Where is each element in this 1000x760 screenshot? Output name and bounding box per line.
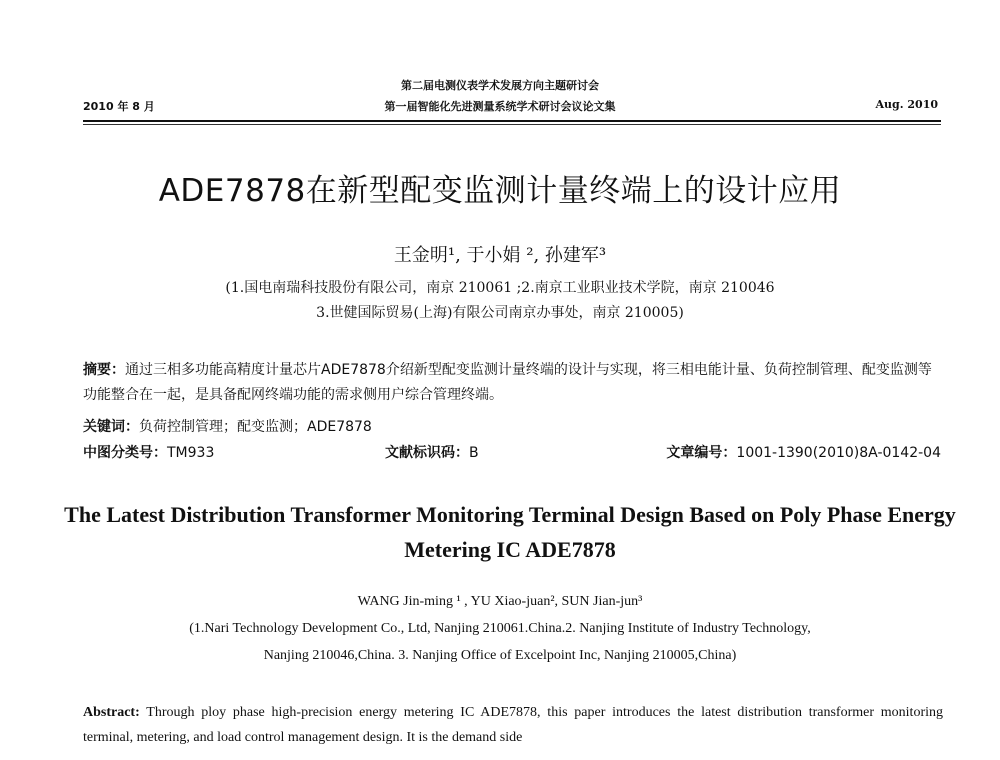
paper-title-cn: ADE7878在新型配变监测计量终端上的设计应用 bbox=[158, 173, 842, 209]
abstract-cn-text: 通过三相多功能高精度计量芯片ADE7878介绍新型配变监测计量终端的设计与实现，将三相电能计量、负荷控制管理、配变监测等功能整合在一起，是具备配网终端功能的需求侧用户综合管理终端。 bbox=[83, 362, 932, 403]
abstract-en-label: Abstract: bbox=[83, 705, 140, 720]
clc-value: TM933 bbox=[167, 445, 215, 461]
keywords-cn-label: 关键词： bbox=[83, 419, 139, 435]
article-no-label: 文章编号： bbox=[666, 445, 737, 461]
authors-cn: 王金明¹, 于小娟 ², 孙建军³ bbox=[393, 245, 607, 266]
clc-label: 中图分类号： bbox=[83, 445, 167, 461]
keywords-cn bbox=[83, 416, 372, 436]
affiliation-en-line1: (1.Nari Technology Development Co., Ltd, Nanjing 210061.China.2. Nanjing Institute of Industry Technology, bbox=[189, 621, 811, 636]
header-conference-line1: 第二届电测仪表学术发展方向主题研讨会 bbox=[401, 79, 599, 92]
article-no-value: 1001-1390(2010)8A-0142-04 bbox=[736, 445, 941, 461]
abstract-en-text: Through ploy phase high-precision energy metering IC ADE7878, this paper introduces the latest distribution transformer monitoring terminal, metering, and load control management design. It is the demand side bbox=[83, 705, 943, 745]
article-number bbox=[666, 442, 941, 462]
header-rule-thin bbox=[83, 124, 941, 125]
header-conference-line2: 第一届智能化先进测量系统学术研讨会议论文集 bbox=[384, 100, 616, 113]
doc-code-label: 文献标识码： bbox=[385, 445, 469, 461]
abstract-en bbox=[83, 700, 943, 750]
affiliation-en-line2: Nanjing 210046,China. 3. Nanjing Office of Excelpoint Inc, Nanjing 210005,China) bbox=[263, 648, 737, 663]
affiliation-cn-line1: (1.国电南瑞科技股份有限公司，南京 210061 ;2.南京工业职业技术学院，南京 210046 bbox=[225, 280, 775, 296]
paper-title-en: The Latest Distribution Transformer Monitoring Terminal Design Based on Poly Phase Energy Metering IC ADE7878 bbox=[64, 502, 956, 562]
abstract-cn bbox=[83, 358, 943, 408]
header-rule bbox=[83, 120, 941, 122]
keywords-cn-text: 负荷控制管理；配变监测；ADE7878 bbox=[139, 419, 372, 435]
doc-code-value: B bbox=[469, 445, 479, 461]
document-code bbox=[385, 442, 479, 462]
abstract-cn-label: 摘要： bbox=[83, 362, 125, 378]
header-date-cn: 2010 年 8 月 bbox=[83, 100, 155, 113]
affiliation-cn-line2: 3.世健国际贸易(上海)有限公司南京办事处，南京 210005) bbox=[316, 305, 684, 321]
authors-en: WANG Jin-ming ¹ , YU Xiao-juan², SUN Jian-jun³ bbox=[357, 594, 643, 609]
clc-number bbox=[83, 442, 214, 462]
header-date-en: Aug. 2010 bbox=[875, 98, 938, 111]
